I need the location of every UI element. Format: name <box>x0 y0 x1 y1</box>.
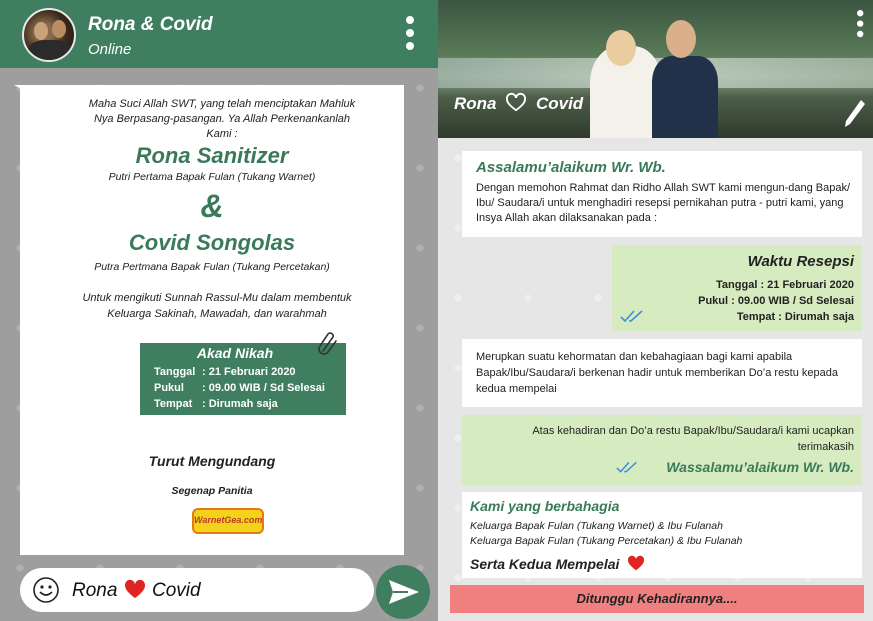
couple-text: Serta Kedua Mempelai <box>470 556 620 572</box>
bride-desc: Putri Pertama Bapak Fulan (Tukang Warnet) <box>108 171 316 183</box>
menu-dots-icon[interactable] <box>857 10 863 37</box>
send-button[interactable] <box>376 565 430 619</box>
send-icon <box>388 579 420 605</box>
profile-title <box>454 92 583 114</box>
profile-cover-photo <box>438 0 873 138</box>
akad-date-label: Tanggal <box>154 366 196 378</box>
heart-outline-icon <box>505 92 527 112</box>
groom-desc: Putra Pertmana Bapak Fulan (Tukang Percetakan) <box>94 261 330 273</box>
resepsi-place: Tempat : Dirumah saja <box>736 311 854 323</box>
contact-status: Online <box>88 41 132 58</box>
akad-time-value: : 09.00 WIB / Sd Selesai <box>202 382 325 394</box>
akad-date-value: : 21 Februari 2020 <box>202 366 296 378</box>
profile-title-right: Covid <box>535 94 584 113</box>
invitation-card <box>20 85 404 555</box>
bride-name: Rona Sanitizer <box>135 143 289 168</box>
resepsi-date: Tanggal : 21 Februari 2020 <box>716 279 854 291</box>
smiley-icon[interactable] <box>32 576 60 604</box>
warnetgea-logo: WarnetGea.com <box>192 508 264 534</box>
closing-text: Wassalamu’alaikum Wr. Wb. <box>666 459 854 475</box>
greeting-body: Dengan memohon Rahmat dan Ridho Allah SWT kami mengun-dang Bapak/ Ibu/ Saudara/i untuk menghadiri resepsi pernikahan putra - putri kami, yang Insya Allah akan dilaksanakan pada : <box>476 182 851 224</box>
ampersand: & <box>200 188 224 224</box>
contact-name: Rona & Covid <box>88 14 213 35</box>
family-title: Kami yang berbahagia <box>470 498 620 514</box>
double-check-icon <box>616 460 640 474</box>
message-input-text <box>72 579 201 602</box>
paperclip-icon[interactable] <box>317 331 339 355</box>
footer-banner: Ditunggu Kehadirannya.... <box>450 585 864 613</box>
honor-text: Merupkan suatu kehormatan dan kebahagiaan bagi kami apabila Bapak/Ibu/Saudara/i berkenan hadir untuk memberikan Do’a restu kepada kedua mempelai <box>476 351 839 395</box>
pencil-icon[interactable] <box>844 98 866 128</box>
composer-text-right: Covid <box>151 580 201 601</box>
message-family <box>462 492 862 578</box>
segenap-panitia: Segenap Panitia <box>171 485 253 497</box>
sunnah-text: Untuk mengikuti Sunnah Rassul-Mu dalam membentuk Keluarga Sakinah, Mawadah, dan warahmah <box>82 292 352 320</box>
akad-place-label: Tempat <box>154 398 193 410</box>
resepsi-time: Pukul : 09.00 WIB / Sd Selesai <box>698 295 854 307</box>
chat-header <box>0 0 438 68</box>
family-line-2: Keluarga Bapak Fulan (Tukang Percetakan) & Ibu Fulanah <box>470 535 743 547</box>
profile-title-left: Rona <box>454 94 497 113</box>
profile-panel <box>438 0 873 621</box>
message-honor <box>462 339 862 407</box>
akad-place-value: : Dirumah saja <box>202 398 278 410</box>
menu-dots-icon[interactable] <box>406 16 414 50</box>
avatar[interactable] <box>22 8 76 62</box>
greeting-title: Assalamu’alaikum Wr. Wb. <box>476 159 666 176</box>
composer-text-left: Rona <box>72 580 118 601</box>
message-input[interactable] <box>20 568 374 612</box>
couple-line <box>470 555 645 572</box>
akad-time-label: Pukul <box>154 382 184 394</box>
invitation-intro: Maha Suci Allah SWT, yang telah menciptakan Mahluk Nya Berpasang-pasangan. Ya Allah Perkenankanlah Kami : <box>88 98 356 140</box>
heart-icon <box>627 555 645 571</box>
message-greeting <box>462 151 862 237</box>
groom-name: Covid Songolas <box>128 230 296 255</box>
double-check-icon <box>620 309 646 323</box>
akad-title: Akad Nikah <box>196 345 274 361</box>
message-thanks <box>462 415 862 485</box>
akad-nikah-box <box>140 343 346 415</box>
thanks-text: Atas kehadiran dan Do’a restu Bapak/Ibu/Saudara/i kami ucapkan terimakasih <box>532 425 854 453</box>
heart-icon <box>123 579 147 599</box>
resepsi-title: Waktu Resepsi <box>747 253 854 270</box>
family-line-1: Keluarga Bapak Fulan (Tukang Warnet) & Ibu Fulanah <box>470 520 723 532</box>
message-resepsi <box>612 245 862 331</box>
turut-mengundang: Turut Mengundang <box>148 453 276 469</box>
